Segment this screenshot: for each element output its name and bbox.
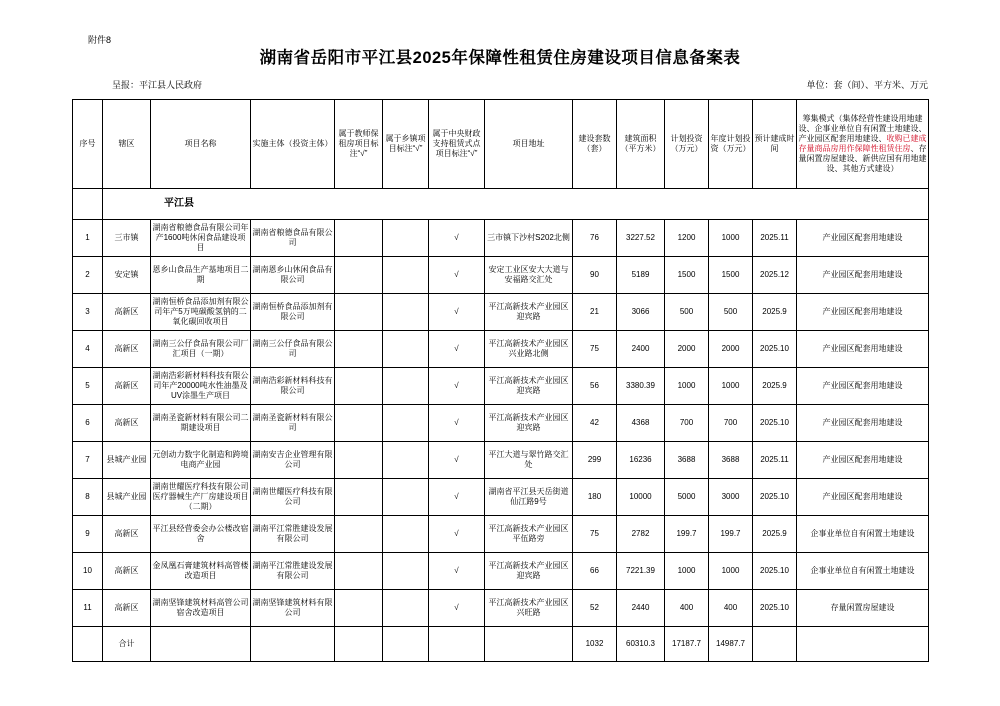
cell-planned-investment: 5000: [665, 479, 709, 516]
mode-text-highlight: 收购已建成存量商品房用作保障性租赁住房: [798, 134, 927, 153]
cell-central-support: √: [429, 331, 485, 368]
total-area: 60310.3: [617, 627, 665, 662]
table-row: [73, 257, 929, 294]
col-planned-investment: 计划投资（万元）: [665, 100, 709, 189]
cell-teacher-dorm: [335, 479, 383, 516]
cell-index: 5: [73, 368, 103, 405]
table-row: [73, 405, 929, 442]
cell-district: 高新区: [103, 294, 151, 331]
cell-collection-mode: 产业园区配套用地建设: [797, 331, 929, 368]
cell-annual-investment: 3000: [709, 479, 753, 516]
col-area: 建筑面积（平方米）: [617, 100, 665, 189]
cell-address: 平江高新技术产业园区迎宾路: [485, 368, 573, 405]
cell-project-name: 湖南恒桥食品添加剂有限公司年产5万吨碳酸氢钠的二氧化碳回收项目: [151, 294, 251, 331]
cell-index: 10: [73, 553, 103, 590]
cell-expected-completion: 2025.12: [753, 257, 797, 294]
cell-annual-investment: 1500: [709, 257, 753, 294]
section-index: [73, 189, 103, 220]
cell-planned-investment: 199.7: [665, 516, 709, 553]
col-units: 建设套数（套）: [573, 100, 617, 189]
cell-subject: 湖南平江常胜建设发展有限公司: [251, 516, 335, 553]
cell-township: [383, 331, 429, 368]
cell-subject: 湖南平江常胜建设发展有限公司: [251, 553, 335, 590]
cell-expected-completion: 2025.9: [753, 368, 797, 405]
cell-units: 75: [573, 516, 617, 553]
cell-expected-completion: 2025.10: [753, 479, 797, 516]
cell-project-name: 平江县经营委会办公楼改宿舍: [151, 516, 251, 553]
cell-annual-investment: 2000: [709, 331, 753, 368]
project-record-table: [72, 99, 929, 662]
cell-area: 3066: [617, 294, 665, 331]
cell-collection-mode: 产业园区配套用地建设: [797, 405, 929, 442]
cell-central-support: √: [429, 516, 485, 553]
cell-district: 高新区: [103, 368, 151, 405]
cell-central-support: √: [429, 220, 485, 257]
cell-teacher-dorm: [335, 331, 383, 368]
col-district: 辖区: [103, 100, 151, 189]
cell-central-support: √: [429, 368, 485, 405]
cell-expected-completion: 2025.9: [753, 516, 797, 553]
cell-township: [383, 442, 429, 479]
cell-central-support: √: [429, 294, 485, 331]
total-annual-investment: 14987.7: [709, 627, 753, 662]
cell-district: 县城产业园: [103, 479, 151, 516]
cell-expected-completion: 2025.11: [753, 442, 797, 479]
total-collection-mode: [797, 627, 929, 662]
cell-annual-investment: 199.7: [709, 516, 753, 553]
total-project-name: [151, 627, 251, 662]
cell-project-name: 湖南省粮德食品有限公司年产1600吨休闲食品建设项目: [151, 220, 251, 257]
cell-subject: 湖南恒桥食品添加剂有限公司: [251, 294, 335, 331]
cell-units: 76: [573, 220, 617, 257]
cell-teacher-dorm: [335, 553, 383, 590]
cell-index: 2: [73, 257, 103, 294]
mode-text-part3: 、存量闲置房屋建设、新供应国有用地建设、其他方式建设）: [798, 144, 927, 173]
cell-units: 66: [573, 553, 617, 590]
cell-township: [383, 257, 429, 294]
cell-township: [383, 405, 429, 442]
cell-project-name: 湖南三公仔食品有限公司厂汇项目（一期）: [151, 331, 251, 368]
cell-annual-investment: 1000: [709, 368, 753, 405]
cell-central-support: √: [429, 479, 485, 516]
cell-collection-mode: 产业园区配套用地建设: [797, 220, 929, 257]
cell-project-name: 湖南圣瓷新材料有限公司二期建设项目: [151, 405, 251, 442]
table-row: [73, 479, 929, 516]
cell-index: 1: [73, 220, 103, 257]
cell-township: [383, 516, 429, 553]
cell-area: 5189: [617, 257, 665, 294]
cell-address: 平江高新技术产业园区兴旺路: [485, 590, 573, 627]
cell-project-name: 金凤凰石膏建筑材料高管楼改造项目: [151, 553, 251, 590]
cell-central-support: √: [429, 442, 485, 479]
total-row: [73, 627, 929, 662]
cell-index: 6: [73, 405, 103, 442]
cell-district: 高新区: [103, 590, 151, 627]
cell-teacher-dorm: [335, 368, 383, 405]
cell-annual-investment: 1000: [709, 220, 753, 257]
table-row: [73, 442, 929, 479]
cell-address: 平江高新技术产业园区迎宾路: [485, 405, 573, 442]
cell-project-name: 湖南坚锋建筑材料高管公司宿舍改造项目: [151, 590, 251, 627]
cell-units: 299: [573, 442, 617, 479]
cell-collection-mode: 存量闲置房屋建设: [797, 590, 929, 627]
cell-collection-mode: 产业园区配套用地建设: [797, 442, 929, 479]
cell-planned-investment: 1200: [665, 220, 709, 257]
cell-planned-investment: 500: [665, 294, 709, 331]
cell-district: 高新区: [103, 331, 151, 368]
table-row: [73, 368, 929, 405]
cell-address: 平江高新技术产业园区迎宾路: [485, 553, 573, 590]
cell-township: [383, 553, 429, 590]
cell-planned-investment: 1000: [665, 553, 709, 590]
cell-district: 高新区: [103, 405, 151, 442]
cell-planned-investment: 1500: [665, 257, 709, 294]
col-expected-completion: 预计建成时间: [753, 100, 797, 189]
cell-index: 11: [73, 590, 103, 627]
col-subject: 实施主体（投资主体）: [251, 100, 335, 189]
cell-area: 2782: [617, 516, 665, 553]
cell-district: 三市镇: [103, 220, 151, 257]
cell-expected-completion: 2025.9: [753, 294, 797, 331]
cell-collection-mode: 产业园区配套用地建设: [797, 479, 929, 516]
cell-township: [383, 368, 429, 405]
cell-teacher-dorm: [335, 257, 383, 294]
cell-planned-investment: 1000: [665, 368, 709, 405]
cell-expected-completion: 2025.11: [753, 220, 797, 257]
cell-area: 3380.39: [617, 368, 665, 405]
table-row: [73, 220, 929, 257]
col-township: 属于乡镇项目标注“√”: [383, 100, 429, 189]
cell-subject: 湖南恩乡山休闲食品有限公司: [251, 257, 335, 294]
cell-planned-investment: 700: [665, 405, 709, 442]
cell-district: 高新区: [103, 516, 151, 553]
report-to-label: 呈报：平江县人民政府: [112, 80, 203, 90]
table-body: [73, 189, 929, 662]
cell-address: 安定工业区安大大道与安福路交汇处: [485, 257, 573, 294]
col-project-name: 项目名称: [151, 100, 251, 189]
cell-teacher-dorm: [335, 294, 383, 331]
cell-area: 3227.52: [617, 220, 665, 257]
unit-note-label: 单位：套（间）、平方米、万元: [806, 80, 928, 90]
cell-units: 52: [573, 590, 617, 627]
total-subject: [251, 627, 335, 662]
col-teacher-dorm: 属于教师保租房项目标注“√”: [335, 100, 383, 189]
cell-subject: 湖南省粮德食品有限公司: [251, 220, 335, 257]
cell-subject: 湖南圣瓷新材料有限公司: [251, 405, 335, 442]
cell-annual-investment: 400: [709, 590, 753, 627]
cell-project-name: 湖南世耀医疗科技有限公司医疗器械生产厂房建设项目（二期）: [151, 479, 251, 516]
col-address: 项目地址: [485, 100, 573, 189]
cell-project-name: 恩乡山食品生产基地项目二期: [151, 257, 251, 294]
cell-annual-investment: 500: [709, 294, 753, 331]
cell-area: 2400: [617, 331, 665, 368]
subheader-line: [0, 78, 1000, 92]
table-header-row: [73, 100, 929, 189]
attachment-number: 附件8: [88, 35, 112, 45]
cell-collection-mode: 产业园区配套用地建设: [797, 368, 929, 405]
cell-expected-completion: 2025.10: [753, 590, 797, 627]
cell-planned-investment: 3688: [665, 442, 709, 479]
cell-units: 180: [573, 479, 617, 516]
cell-collection-mode: 产业园区配套用地建设: [797, 257, 929, 294]
cell-address: 平江大道与翠竹路交汇处: [485, 442, 573, 479]
cell-address: 平江高新技术产业园区迎宾路: [485, 294, 573, 331]
total-central-support: [429, 627, 485, 662]
total-label: 合计: [103, 627, 151, 662]
cell-collection-mode: 企事业单位自有闲置土地建设: [797, 553, 929, 590]
cell-area: 7221.39: [617, 553, 665, 590]
cell-expected-completion: 2025.10: [753, 331, 797, 368]
total-expected-completion: [753, 627, 797, 662]
cell-area: 2440: [617, 590, 665, 627]
cell-teacher-dorm: [335, 442, 383, 479]
col-annual-investment: 年度计划投资（万元）: [709, 100, 753, 189]
total-planned-investment: 17187.7: [665, 627, 709, 662]
cell-district: 安定镇: [103, 257, 151, 294]
cell-subject: 湖南坚锋建筑材料有限公司: [251, 590, 335, 627]
cell-district: 高新区: [103, 553, 151, 590]
cell-area: 10000: [617, 479, 665, 516]
cell-teacher-dorm: [335, 590, 383, 627]
cell-units: 21: [573, 294, 617, 331]
cell-planned-investment: 2000: [665, 331, 709, 368]
cell-township: [383, 479, 429, 516]
col-index: 序号: [73, 100, 103, 189]
table-row: [73, 516, 929, 553]
cell-index: 7: [73, 442, 103, 479]
total-index: [73, 627, 103, 662]
cell-central-support: √: [429, 405, 485, 442]
cell-township: [383, 220, 429, 257]
cell-project-name: 元创动力数字化制造和跨境电商产业园: [151, 442, 251, 479]
total-teacher-dorm: [335, 627, 383, 662]
page-title: 湖南省岳阳市平江县2025年保障性租赁住房建设项目信息备案表: [259, 49, 741, 67]
cell-address: 平江高新技术产业园区兴业路北侧: [485, 331, 573, 368]
total-address: [485, 627, 573, 662]
cell-area: 4368: [617, 405, 665, 442]
table-row: [73, 331, 929, 368]
table-row: [73, 294, 929, 331]
cell-expected-completion: 2025.10: [753, 553, 797, 590]
cell-planned-investment: 400: [665, 590, 709, 627]
cell-address: 湖南省平江县天岳街道仙江路9号: [485, 479, 573, 516]
cell-annual-investment: 3688: [709, 442, 753, 479]
cell-annual-investment: 1000: [709, 553, 753, 590]
table-row: [73, 553, 929, 590]
cell-subject: 湖南安吉企业管理有限公司: [251, 442, 335, 479]
section-row: [73, 189, 929, 220]
cell-area: 16236: [617, 442, 665, 479]
cell-address: 三市镇下沙村S202北侧: [485, 220, 573, 257]
cell-index: 8: [73, 479, 103, 516]
cell-central-support: √: [429, 257, 485, 294]
cell-annual-investment: 700: [709, 405, 753, 442]
cell-collection-mode: 产业园区配套用地建设: [797, 294, 929, 331]
cell-index: 3: [73, 294, 103, 331]
total-units: 1032: [573, 627, 617, 662]
cell-district: 县城产业园: [103, 442, 151, 479]
cell-units: 75: [573, 331, 617, 368]
cell-subject: 湖南世耀医疗科技有限公司: [251, 479, 335, 516]
col-central-support: 属于中央财政支持租赁式点项目标注“√”: [429, 100, 485, 189]
cell-index: 9: [73, 516, 103, 553]
cell-township: [383, 590, 429, 627]
cell-subject: 湖南三公仔食品有限公司: [251, 331, 335, 368]
cell-subject: 湖南浩彩新材料科技有限公司: [251, 368, 335, 405]
cell-teacher-dorm: [335, 516, 383, 553]
table-row: [73, 590, 929, 627]
cell-central-support: √: [429, 553, 485, 590]
total-township: [383, 627, 429, 662]
cell-expected-completion: 2025.10: [753, 405, 797, 442]
cell-index: 4: [73, 331, 103, 368]
cell-township: [383, 294, 429, 331]
cell-units: 56: [573, 368, 617, 405]
cell-project-name: 湖南浩彩新材料科技有限公司年产20000吨水性油墨及UV涂墨生产项目: [151, 368, 251, 405]
col-collection-mode: [797, 100, 929, 189]
section-district: [103, 189, 929, 220]
cell-units: 42: [573, 405, 617, 442]
section-district-label: 平江县: [164, 197, 194, 209]
cell-address: 平江高新技术产业园区平伍路旁: [485, 516, 573, 553]
cell-central-support: √: [429, 590, 485, 627]
mode-text-part1: 筹集模式（集体经营性建设用地建设、企事业单位自有闲置土地建设、产业园区配套用地建设、: [798, 114, 927, 143]
cell-units: 90: [573, 257, 617, 294]
cell-teacher-dorm: [335, 220, 383, 257]
cell-teacher-dorm: [335, 405, 383, 442]
cell-collection-mode: 企事业单位自有闲置土地建设: [797, 516, 929, 553]
